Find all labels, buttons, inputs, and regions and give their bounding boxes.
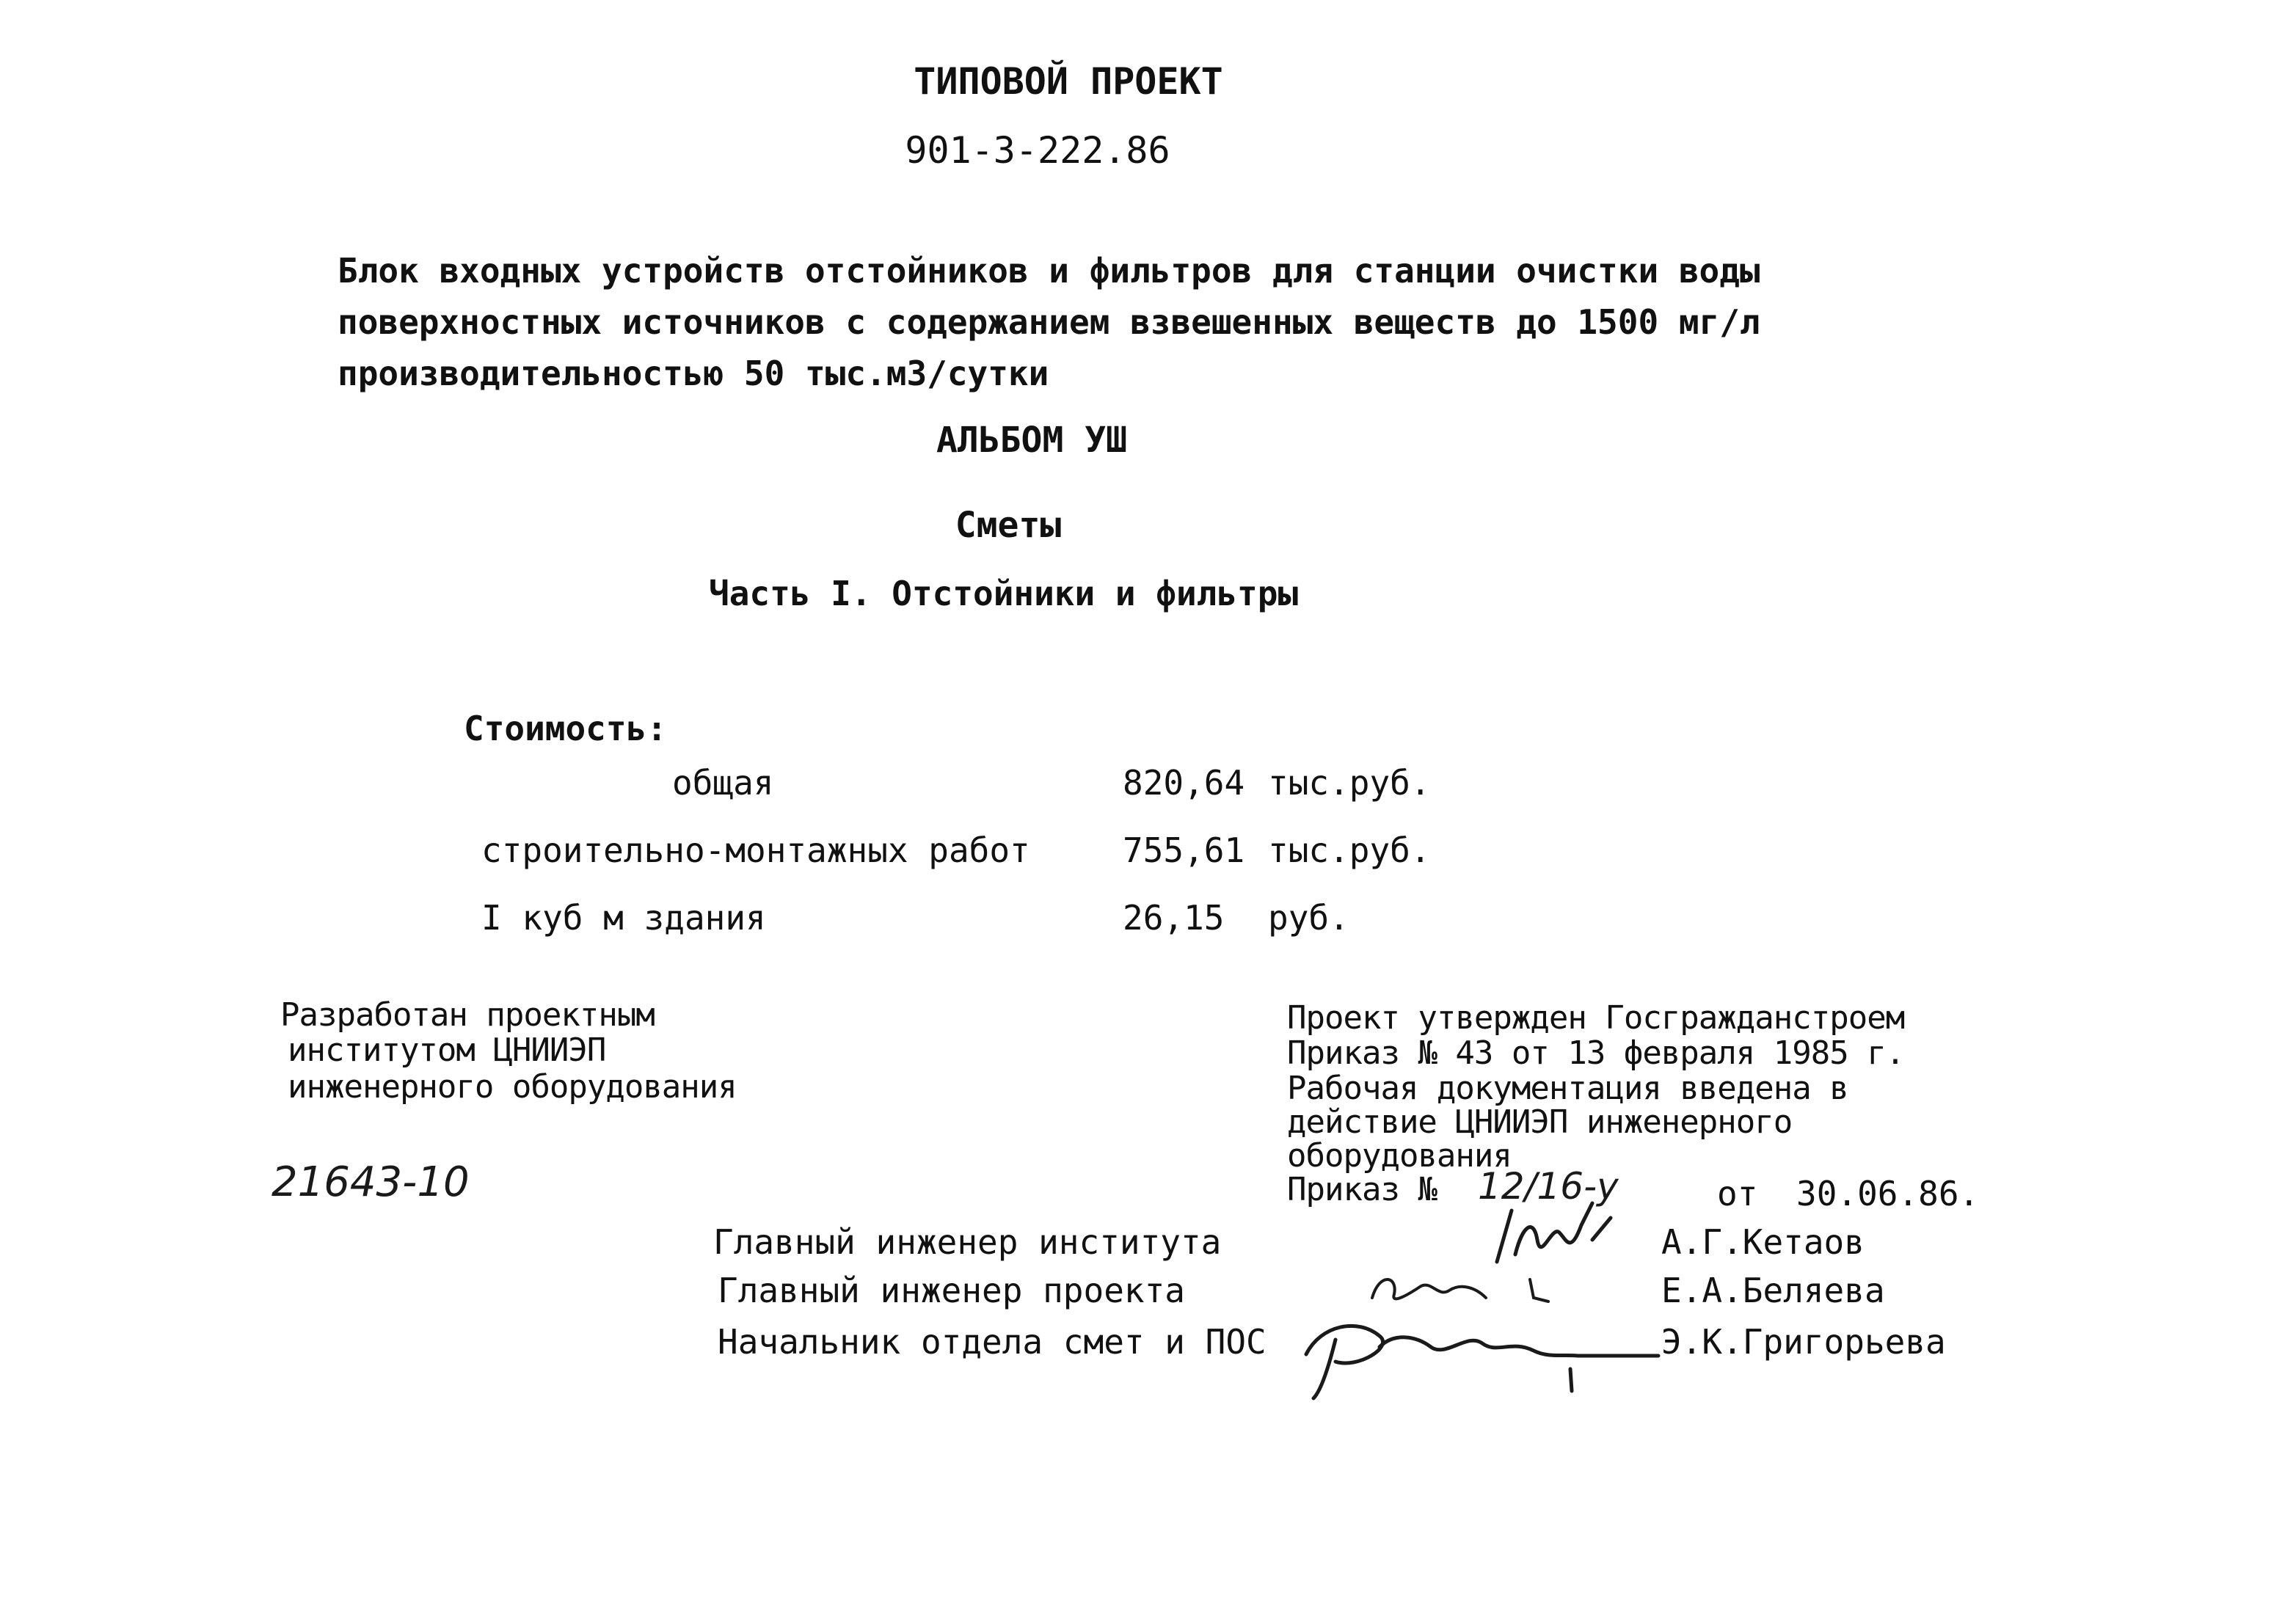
project-type-title: ТИПОВОЙ ПРОЕКТ: [914, 60, 1223, 103]
project-number: 901-3-222.86: [905, 129, 1170, 172]
signature-scribble-chief-institute: [1482, 1196, 1644, 1269]
approval-order-number: 12/16-у: [1478, 1165, 1619, 1208]
cost-row-total-unit: тыс.руб.: [1268, 763, 1431, 803]
album-title: АЛЬБОМ УШ: [936, 420, 1128, 461]
signature-role-chief-institute: Главный инженер института: [713, 1222, 1222, 1262]
approval-line-2: Приказ № 43 от 13 февраля 1985 г.: [1287, 1034, 1905, 1072]
cost-row-construction-unit: тыс.руб.: [1268, 830, 1431, 870]
approval-line-4: действие ЦНИИЭП инженерного: [1287, 1103, 1793, 1141]
cost-row-construction-label: строительно-монтажных работ: [481, 830, 1030, 870]
signature-scribble-head-department: [1291, 1310, 1673, 1406]
approval-date: 30.06.86.: [1796, 1174, 1980, 1213]
cost-label: Стоимость:: [464, 709, 667, 748]
developer-line-2: институтом ЦНИИЭП: [288, 1031, 606, 1069]
signature-name-chief-project: Е.А.Беляева: [1661, 1271, 1885, 1310]
signature-name-head-department: Э.К.Григорьева: [1661, 1322, 1946, 1362]
part-title: Часть I. Отстойники и фильтры: [709, 574, 1299, 613]
developer-line-1: Разработан проектным: [280, 996, 655, 1034]
approval-line-5: оборудования: [1287, 1137, 1512, 1175]
section-title: Сметы: [955, 505, 1062, 546]
signature-name-chief-institute: А.Г.Кетаов: [1661, 1222, 1865, 1262]
archive-number: 21643-10: [271, 1158, 470, 1206]
developer-line-3: инженерного оборудования: [288, 1068, 737, 1106]
signature-scribble-chief-project: [1365, 1265, 1570, 1316]
approval-date-label: от: [1717, 1174, 1758, 1213]
approval-line-1: Проект утвержден Госгражданстроем: [1287, 999, 1905, 1037]
description-line-2: поверхностных источников с содержанием взвешенных веществ до 1500 мг/л: [338, 302, 1760, 342]
signature-role-chief-project: Главный инженер проекта: [718, 1271, 1185, 1310]
signature-role-head-department: Начальник отдела смет и ПОС: [718, 1322, 1267, 1362]
approval-line-3: Рабочая документация введена в: [1287, 1070, 1848, 1107]
cost-row-cubic-unit: руб.: [1268, 898, 1349, 938]
cost-row-cubic-value: 26,15: [1123, 898, 1225, 938]
approval-order-prefix: Приказ №: [1287, 1171, 1437, 1208]
cost-row-total-value: 820,64: [1123, 763, 1245, 803]
description-line-1: Блок входных устройств отстойников и фильтров для станции очистки воды: [338, 251, 1760, 291]
cost-row-construction-value: 755,61: [1123, 830, 1245, 870]
cost-row-total-label: общая: [672, 763, 774, 803]
cost-row-cubic-label: I куб м здания: [481, 898, 766, 938]
description-line-3: производительностью 50 тыс.м3/сутки: [338, 354, 1049, 393]
